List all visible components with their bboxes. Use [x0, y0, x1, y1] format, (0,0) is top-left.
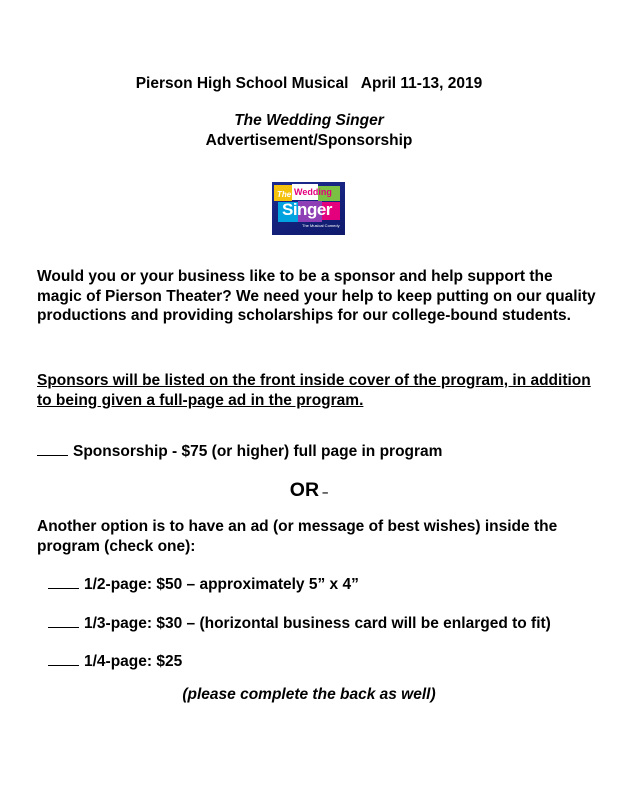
sponsors-note: Sponsors will be listed on the front inside cover of the program, in addition to being given a full-page ad in the program.: [37, 372, 591, 409]
or-separator: [0, 479, 618, 502]
logo-text-the: The: [277, 190, 292, 199]
quarter-page-checkbox-blank[interactable]: [48, 653, 79, 666]
third-page-checkbox-blank[interactable]: [48, 615, 79, 628]
back-note: (please complete the back as well): [182, 686, 436, 703]
option-quarter-page: [48, 653, 182, 671]
or-dash: –: [319, 487, 329, 499]
option-quarter-page-label: 1/4-page: $25: [84, 653, 183, 670]
intro-paragraph: Would you or your business like to be a sponsor and help support the magic of Pierson Theater? We need your help to keep putting on our quality productions and providing scholarships for our college-bound students.: [37, 268, 596, 324]
option-half-page-label: 1/2-page: $50 – approximately 5” x 4”: [84, 576, 359, 593]
half-page-checkbox-blank[interactable]: [48, 576, 79, 589]
option-third-page: [48, 615, 551, 633]
option-third-page-label: 1/3-page: $30 – (horizontal business card will be enlarged to fit): [84, 615, 551, 632]
logo-text-wedding: Wedding: [294, 187, 332, 197]
sponsorship-checkbox-blank[interactable]: [37, 443, 68, 456]
or-label: OR: [289, 479, 320, 501]
another-option-paragraph: Another option is to have an ad (or message of best wishes) inside the program (check one):: [37, 518, 558, 555]
wedding-singer-logo: [272, 182, 345, 235]
sponsorship-option: [37, 443, 442, 461]
page-subtitle: Advertisement/Sponsorship: [205, 132, 413, 149]
page-title: Pierson High School Musical April 11-13, 2019: [135, 75, 483, 92]
option-half-page: [48, 576, 359, 594]
logo-text-singer: Singer: [282, 200, 332, 219]
logo-text-tagline: The Musical Comedy: [302, 223, 340, 228]
sponsorship-option-label: Sponsorship - $75 (or higher) full page in program: [73, 443, 443, 460]
show-title: The Wedding Singer: [234, 112, 384, 129]
